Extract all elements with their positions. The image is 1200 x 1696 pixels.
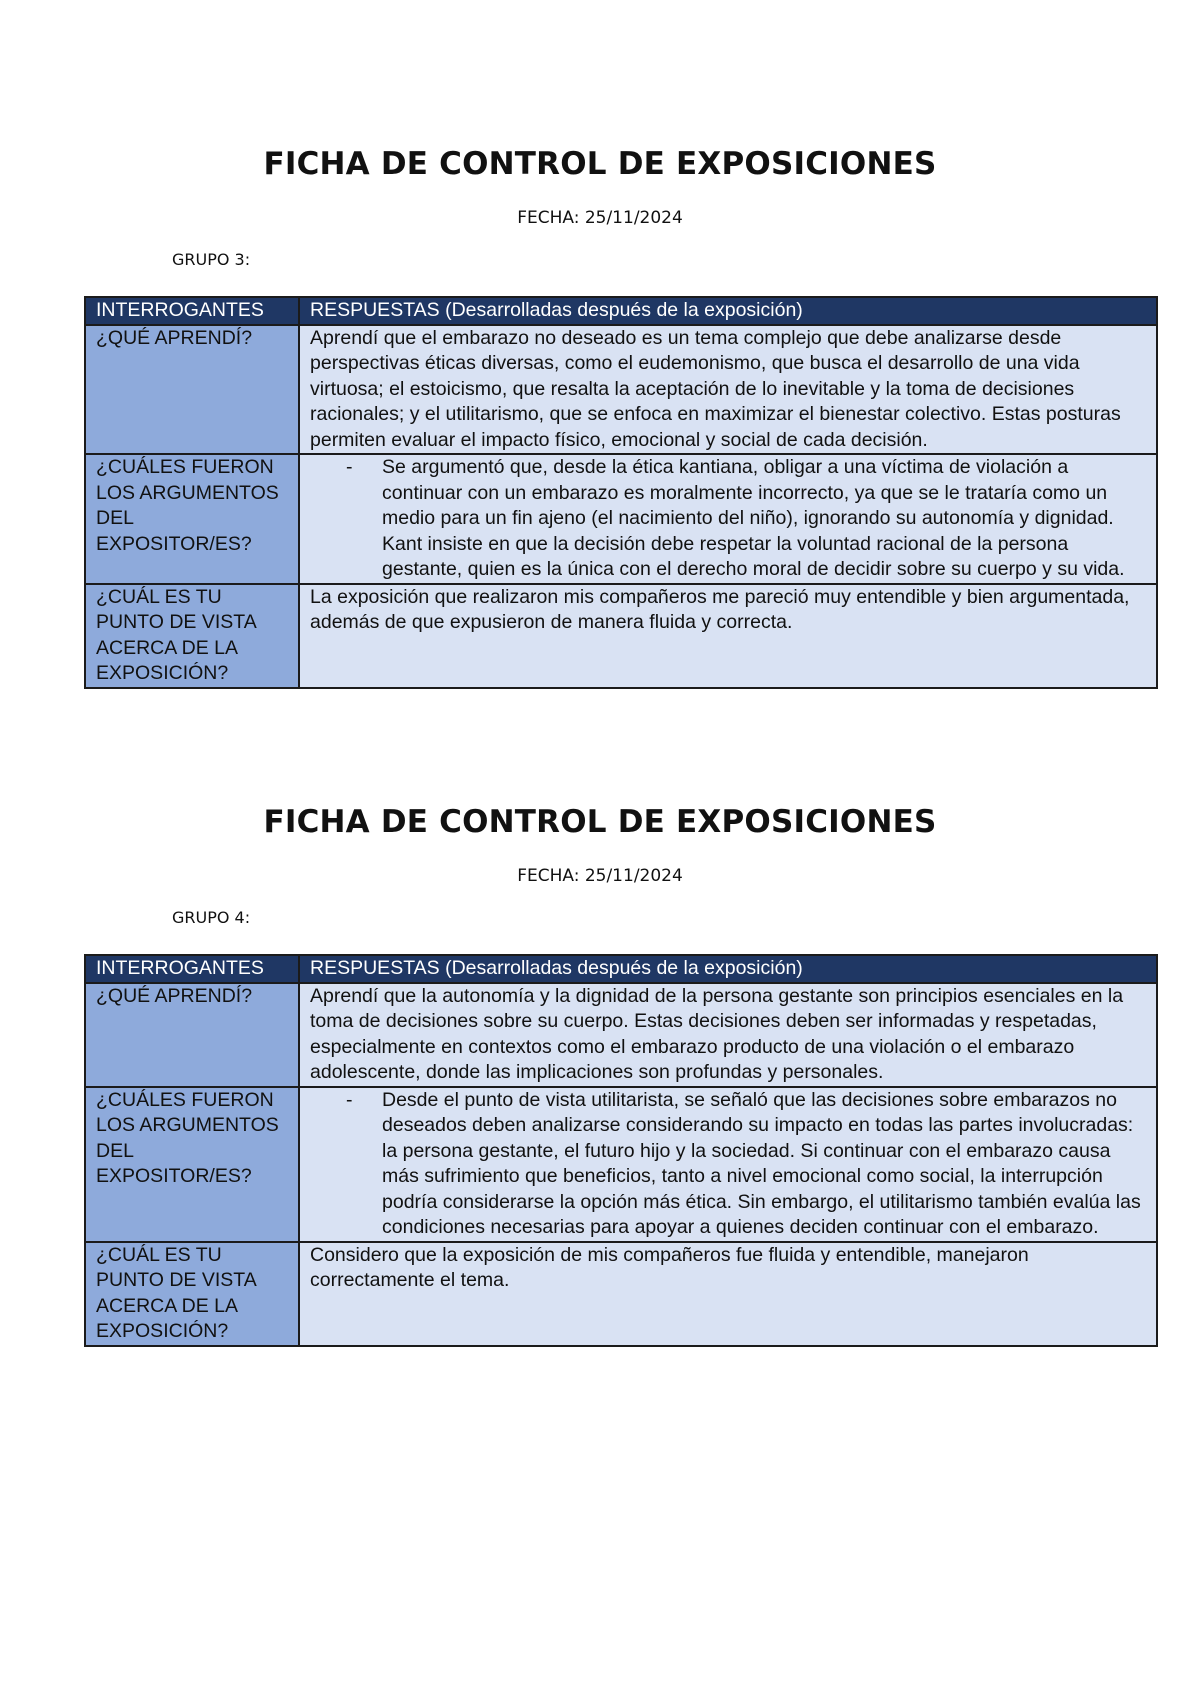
grupo-label: GRUPO 3: [172, 250, 251, 269]
table-row [85, 1242, 1157, 1346]
bullet-text: Desde el punto de vista utilitarista, se señaló que las decisiones sobre embarazos no deseados deben analizarse considerando su impacto en todas las partes involucradas: la persona gestante, el futuro hijo y la sociedad. Si continuar con el embarazo causa más sufrimiento que beneficios, tanto a nivel emocional como social, la interrupción podría considerarse la opción más ética. Sin embargo, el utilitarismo también evalúa las condiciones necesarias para apoyar a quienes deciden continuar con el embarazo. [382, 1088, 1141, 1238]
question-cell: ¿CUÁLES FUERON LOS ARGUMENTOS DEL EXPOSITOR/ES? [85, 1087, 299, 1242]
fecha-label: FECHA: 25/11/2024 [517, 866, 683, 886]
table-header-row [85, 297, 1157, 325]
fecha-label: FECHA: 25/11/2024 [517, 208, 683, 228]
answer-cell: Considero que la exposición de mis compañeros fue fluida y entendible, manejaron correctamente el tema. [299, 1242, 1157, 1346]
answer-cell [299, 454, 1157, 584]
bullet-item [310, 455, 1146, 583]
answer-cell: Aprendí que la autonomía y la dignidad de la persona gestante son principios esenciales en la toma de decisiones sobre su cuerpo. Estas decisiones deben ser informadas y respetadas, especialmente en contextos como el embarazo producto de una violación o el embarazo adolescente, donde las implicaciones son profundas y personales. [299, 983, 1157, 1087]
header-interrogantes: INTERROGANTES [85, 955, 299, 983]
bullet-text: Se argumentó que, desde la ética kantiana, obligar a una víctima de violación a continuar con un embarazo es moralmente incorrecto, ya que se le trataría como un medio para un fin ajeno (el nacimiento del niño), ignorando su autonomía y dignidad. Kant insiste en que la decisión debe respetar la voluntad racional de la persona gestante, quien es la única con el derecho moral de decidir sobre su cuerpo y su vida. [382, 456, 1125, 580]
question-cell: ¿CUÁLES FUERON LOS ARGUMENTOS DEL EXPOSITOR/ES? [85, 454, 299, 584]
table-row [85, 1087, 1157, 1242]
table-row [85, 584, 1157, 688]
control-table [84, 296, 1158, 689]
table-row [85, 983, 1157, 1087]
answer-cell [299, 1087, 1157, 1242]
page-title: FICHA DE CONTROL DE EXPOSICIONES [263, 804, 937, 840]
bullet-dash: - [346, 456, 353, 478]
table-header-row [85, 955, 1157, 983]
question-cell: ¿CUÁL ES TU PUNTO DE VISTA ACERCA DE LA EXPOSICIÓN? [85, 1242, 299, 1346]
page-title: FICHA DE CONTROL DE EXPOSICIONES [263, 146, 937, 182]
bullet-dash: - [346, 1088, 353, 1111]
answer-cell: Aprendí que el embarazo no deseado es un tema complejo que debe analizarse desde perspectivas éticas diversas, como el eudemonismo, que busca el desarrollo de una vida virtuosa; el estoicismo, que resalta la aceptación de lo inevitable y la toma de decisiones racionales; y el utilitarismo, que se enfoca en maximizar el bienestar colectivo. Estas posturas permiten evaluar el impacto físico, emocional y social de cada decisión. [299, 325, 1157, 455]
answer-cell: La exposición que realizaron mis compañeros me pareció muy entendible y bien argumentada, además de que expusieron de manera fluida y correcta. [299, 584, 1157, 688]
control-table [84, 954, 1158, 1347]
table-row [85, 454, 1157, 584]
question-cell: ¿QUÉ APRENDÍ? [85, 983, 299, 1087]
bullet-item [310, 1088, 1146, 1241]
grupo-label: GRUPO 4: [172, 908, 251, 927]
ficha-grupo-4 [0, 804, 1200, 927]
question-cell: ¿CUÁL ES TU PUNTO DE VISTA ACERCA DE LA EXPOSICIÓN? [85, 584, 299, 688]
header-interrogantes: INTERROGANTES [85, 297, 299, 325]
ficha-grupo-3 [0, 146, 1200, 269]
header-respuestas: RESPUESTAS (Desarrolladas después de la exposición) [299, 297, 1157, 325]
question-cell: ¿QUÉ APRENDÍ? [85, 325, 299, 455]
table-row [85, 325, 1157, 455]
header-respuestas: RESPUESTAS (Desarrolladas después de la exposición) [299, 955, 1157, 983]
